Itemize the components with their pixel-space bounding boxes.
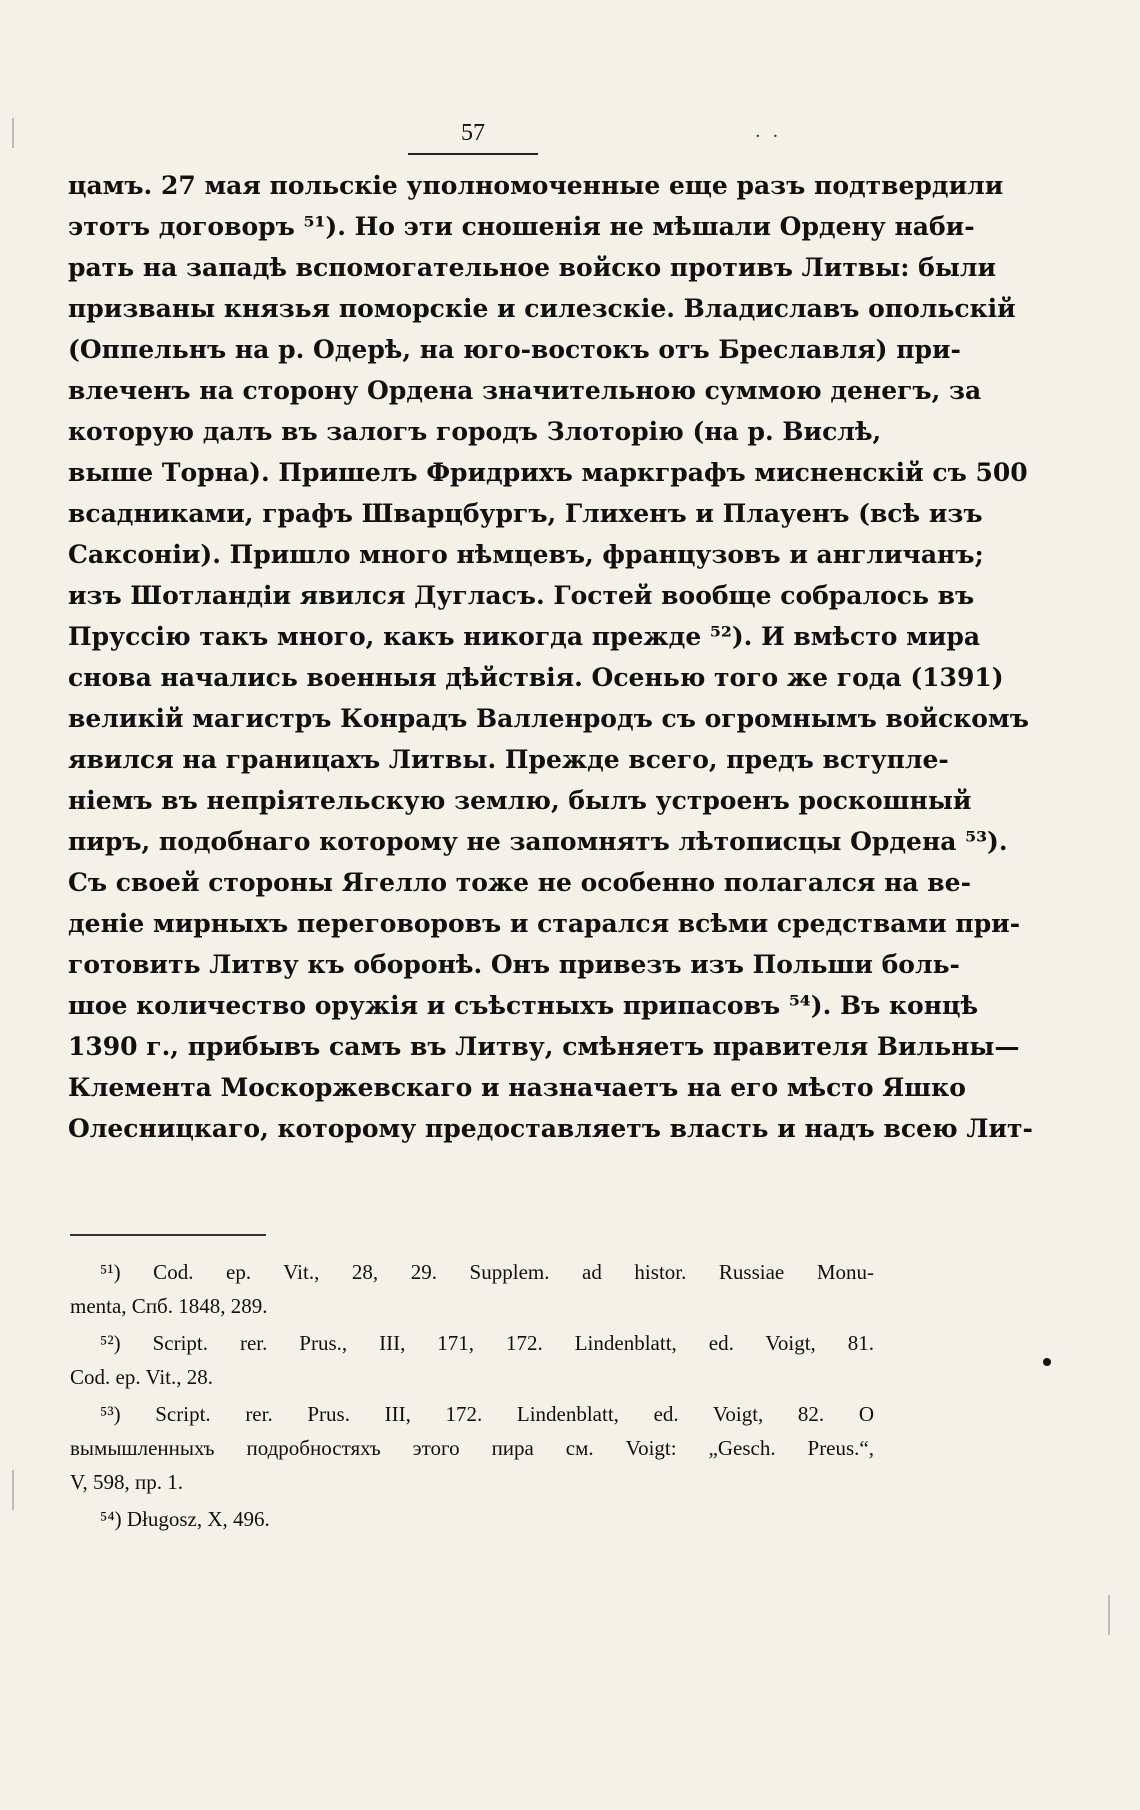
body-line: рать на западѣ вспомогательное войско противъ Литвы: были — [68, 253, 997, 282]
body-line: снова начались военныя дѣйствія. Осенью того же года (1391) — [68, 663, 1004, 692]
footnote-line: V, 598, пр. 1. — [70, 1470, 183, 1494]
body-line: ніемъ въ непріятельскую землю, былъ устроенъ роскошный — [68, 786, 972, 815]
footnote-line: вымышленныхъ подробностяхъ этого пира см. Voigt: „Gesch. Preus.“, — [70, 1436, 874, 1460]
scan-dot — [1043, 1358, 1051, 1366]
body-line: пиръ, подобнаго которому не запомнятъ лѣтописцы Ордена ⁵³). — [68, 827, 1008, 856]
body-line: 1390 г., прибывъ самъ въ Литву, смѣняетъ правителя Вильны— — [68, 1032, 1020, 1061]
footnote-line: ⁵¹) Cod. ep. Vit., 28, 29. Supplem. ad histor. Russiae Monu- — [100, 1260, 874, 1284]
body-line: (Оппельнъ на р. Одерѣ, на юго-востокъ отъ Бреславля) при- — [68, 335, 961, 364]
body-line: деніе мирныхъ переговоровъ и старался всѣми средствами при- — [68, 909, 1021, 938]
footnote-line: menta, Спб. 1848, 289. — [70, 1294, 268, 1318]
body-line: явился на границахъ Литвы. Прежде всего, предъ вступле- — [68, 745, 949, 774]
footnote-line: ⁵³) Script. rer. Prus. III, 172. Lindenblatt, ed. Voigt, 82. О — [100, 1402, 874, 1426]
scan-artifact — [12, 1470, 14, 1510]
body-line: этотъ договоръ ⁵¹). Но эти сношенія не мѣшали Ордену наби- — [68, 212, 975, 241]
footnote-line: ⁵²) Script. rer. Prus., III, 171, 172. Lindenblatt, ed. Voigt, 81. — [100, 1331, 874, 1355]
body-line: всадниками, графъ Шварцбургъ, Глихенъ и Плауенъ (всѣ изъ — [68, 499, 983, 528]
footnote-line: ⁵⁴) Długosz, X, 496. — [100, 1507, 270, 1531]
body-line: великій магистръ Конрадъ Валленродъ съ огромнымъ войскомъ — [68, 704, 1029, 733]
footnote-line: Cod. ep. Vit., 28. — [70, 1365, 214, 1389]
body-line: выше Торна). Пришелъ Фридрихъ маркграфъ мисненскій съ 500 — [68, 458, 1028, 487]
body-line: изъ Шотландіи явился Дугласъ. Гостей вообще собралось въ — [68, 581, 975, 610]
scan-artifact — [12, 118, 14, 148]
body-line: готовить Литву къ оборонѣ. Онъ привезъ изъ Польши боль- — [68, 950, 960, 979]
body-line: шое количество оружія и съѣстныхъ припасовъ ⁵⁴). Въ концѣ — [68, 991, 979, 1020]
body-line: Клемента Москоржевскаго и назначаетъ на его мѣсто Яшко — [68, 1073, 966, 1102]
body-line: влеченъ на сторону Ордена значительною суммою денегъ, за — [68, 376, 982, 405]
body-line: которую далъ въ залогъ городъ Злоторію (на р. Вислѣ, — [68, 417, 882, 446]
corner-marks: · · — [755, 126, 782, 147]
body-line: Саксоніи). Пришло много нѣмцевъ, французовъ и англичанъ; — [68, 540, 984, 569]
page-number-rule — [408, 153, 538, 155]
page-number: 57 — [461, 120, 485, 146]
body-line: цамъ. 27 мая польскіе уполномоченные еще разъ подтвердили — [68, 171, 1004, 200]
body-line: призваны князья поморскіе и силезскіе. Владиславъ опольскій — [68, 294, 1016, 323]
footnote-rule — [70, 1234, 266, 1236]
body-line: Олесницкаго, которому предоставляетъ власть и надъ всею Лит- — [68, 1114, 1033, 1143]
scan-artifact — [1108, 1595, 1110, 1635]
body-line: Съ своей стороны Ягелло тоже не особенно полагался на ве- — [68, 868, 971, 897]
body-line: Пруссію такъ много, какъ никогда прежде ⁵²). И вмѣсто мира — [68, 622, 981, 651]
